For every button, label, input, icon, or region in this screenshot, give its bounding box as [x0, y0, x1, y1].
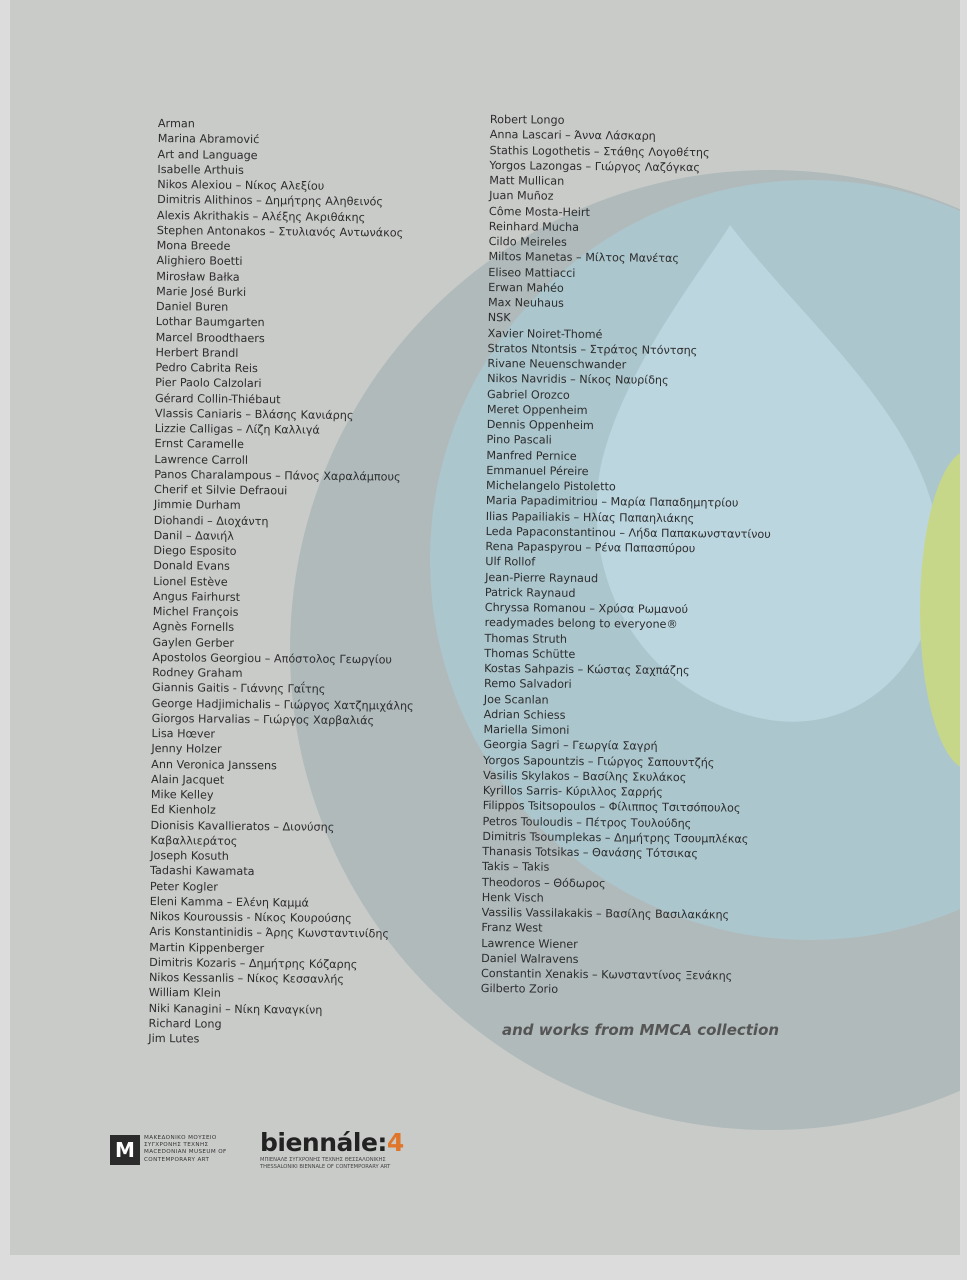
artist-name: Niki Kanagini – Νίκη Καναγκίνη: [148, 1001, 323, 1017]
mmca-line-1: ΜΑΚΕΔΟΝΙΚΟ ΜΟΥΣΕΙΟ: [144, 1135, 217, 1141]
artist-name: Xavier Noiret-Thomé: [487, 326, 603, 341]
artist-name: Danil – Δανιήλ: [153, 528, 234, 543]
artist-name: Martin Kippenberger: [149, 940, 265, 955]
artist-name: George Hadjimichalis – Γιώργος Χατζημιχάλης: [151, 696, 414, 713]
artist-name: William Klein: [148, 986, 221, 1000]
artist-list-right: [481, 112, 775, 999]
artist-name: Maria Papadimitriou – Μαρία Παπαδημητρίου: [485, 494, 739, 510]
artist-name: Stratos Ntontsis – Στράτος Ντόντσης: [487, 341, 698, 357]
artist-name: Takis – Takis: [482, 860, 550, 874]
artist-name: Eleni Kamma – Ελένη Καμμά: [149, 894, 309, 910]
artist-name: Thomas Schütte: [484, 646, 576, 661]
artist-name: Ulf Rollof: [485, 555, 536, 569]
artist-name: Agnès Fornells: [152, 620, 235, 635]
biennale-wordmark: [260, 1129, 404, 1157]
artist-name: Isabelle Arthuis: [157, 162, 244, 177]
artist-name: Max Neuhaus: [487, 295, 564, 310]
artist-name: Mike Kelley: [150, 787, 214, 802]
artist-name: Diego Esposito: [153, 543, 237, 558]
artist-name: Kostas Sahpazis – Κώστας Σαχπάζης: [484, 661, 690, 678]
artist-name: Καβαλλιεράτος: [150, 833, 238, 848]
artist-name: Pier Paolo Calzolari: [155, 376, 262, 391]
artist-name: Donald Evans: [153, 559, 230, 574]
collection-note: and works from MMCA collection: [502, 1021, 780, 1039]
artist-name: Gilberto Zorio: [480, 982, 559, 997]
artist-list-left: [148, 116, 420, 1049]
artist-name: Peter Kogler: [149, 879, 218, 894]
artist-name: Richard Long: [148, 1016, 222, 1031]
mmca-line-3: MACEDONIAN MUSEUM OF: [144, 1149, 227, 1156]
artist-name: Nikos Kouroussis - Νίκος Κουρούσης: [149, 909, 352, 926]
biennale-word: biennále:: [260, 1128, 387, 1157]
artist-name: Alighiero Boetti: [156, 254, 243, 269]
artist-name: Eliseo Mattiacci: [488, 265, 576, 280]
artist-name: Erwan Mahéo: [488, 280, 564, 295]
artist-name: Ernst Caramelle: [154, 437, 244, 452]
artist-name: Cherif et Silvie Defraoui: [154, 482, 288, 498]
artist-name: Ilias Papailiakis – Ηλίας Παπαηλιάκης: [485, 509, 695, 525]
artist-name: Lawrence Carroll: [154, 452, 249, 467]
artist-name: Reinhard Mucha: [488, 219, 580, 234]
artist-name: Marie José Burki: [156, 284, 247, 299]
artist-name: Dennis Oppenheim: [486, 417, 594, 433]
artist-name: Nikos Kessanlis – Νίκος Κεσσανλής: [148, 970, 345, 986]
artist-name: Jenny Holzer: [151, 742, 222, 756]
artist-name: Georgia Sagri – Γεωργία Σαγρή: [483, 738, 658, 754]
artist-name: Henk Visch: [481, 890, 544, 905]
artist-name: Vlassis Caniaris – Βλάσης Κανιάρης: [154, 406, 354, 422]
artist-name: Marina Abramović: [157, 132, 260, 147]
artist-name: Cildo Meireles: [488, 234, 567, 249]
mmca-logo: [110, 1132, 250, 1172]
artist-name: Dimitris Tsoumplekas – Δημήτρης Τσουμπλέκας: [482, 829, 749, 846]
artist-name: Marcel Broodthaers: [155, 330, 265, 345]
artist-name: Nikos Navridis – Νίκος Ναυρίδης: [487, 372, 669, 388]
artist-name: Mirosław Bałka: [156, 269, 240, 284]
artist-name: Michelangelo Pistoletto: [486, 478, 616, 494]
artist-name: Ann Veronica Janssens: [151, 757, 278, 772]
artist-name: Constantin Xenakis – Κωνσταντίνος Ξενάκης: [480, 966, 733, 983]
artist-name: Leda Papaconstantinou – Λήδα Παπακωνσταντίνου: [485, 524, 771, 541]
artist-name: Mariella Simoni: [483, 722, 570, 737]
artist-name: Dimitris Alithinos – Δημήτρης Αληθεινός: [157, 193, 384, 209]
artist-name: Lizzie Calligas – Λίζη Καλλιγά: [154, 421, 320, 437]
artist-name: Herbert Brandl: [155, 345, 239, 360]
artist-name: Nikos Alexiou – Νίκος Αλεξίου: [157, 177, 325, 193]
artist-name: Meret Oppenheim: [486, 402, 588, 417]
artist-name: readymades belong to everyone®: [484, 616, 678, 632]
artist-name: Alexis Akrithakis – Αλέξης Ακριθάκης: [156, 208, 366, 224]
catalogue-page: [10, 0, 960, 1255]
artist-name: Joseph Kosuth: [150, 848, 229, 863]
artist-name: Vassilis Vassilakakis – Βασίλης Βασιλακάκης: [481, 905, 730, 922]
artist-name: Pedro Cabrita Reis: [155, 360, 258, 376]
artist-name: Diohandi – Διοχάντη: [153, 513, 269, 528]
artist-name: NSK: [487, 311, 511, 325]
artist-name: Joe Scanlan: [483, 692, 549, 707]
artist-name: Lionel Estève: [153, 574, 228, 589]
artist-name: Jim Lutes: [148, 1031, 200, 1046]
artist-name: Matt Mullican: [489, 173, 565, 188]
mmca-line-4: CONTEMPORARY ART: [144, 1156, 210, 1163]
artist-name: Giannis Gaitis - Γιάννης Γαΐτης: [151, 681, 326, 697]
artist-name: Giorgos Harvalias – Γιώργος Χαρβαλιάς: [151, 711, 375, 728]
artist-name: Anna Lascari – Άννα Λάσκαρη: [489, 128, 656, 143]
artist-name: Filippos Tsitsopoulos – Φίλιππος Τσιτσόπουλος: [482, 799, 741, 815]
artist-name: Thanasis Totsikas – Θανάσης Τότσικας: [482, 844, 699, 861]
artist-name: Stephen Antonakos – Στυλιανός Αντωνάκος: [156, 223, 404, 240]
artist-name: Juan Muñoz: [489, 189, 554, 203]
artist-name: Dimitris Kozaris – Δημήτρης Κόζαρης: [149, 955, 358, 971]
artist-name: Panos Charalampous – Πάνος Χαραλάμπους: [154, 467, 401, 484]
artist-name: Lisa Hœver: [151, 726, 216, 741]
artist-name: Alain Jacquet: [150, 772, 225, 787]
artist-name: Vasilis Skylakos – Βασίλης Σκυλάκος: [482, 768, 687, 784]
artist-name: Côme Mosta-Heirt: [488, 204, 591, 219]
artist-name: Gérard Collin-Thiébaut: [154, 391, 281, 406]
artist-name: Patrick Raynaud: [484, 585, 576, 600]
artist-name: Stathis Logothetis – Στάθης Λογοθέτης: [489, 143, 710, 159]
artist-name: Petros Touloudis – Πέτρος Τουλούδης: [482, 814, 692, 830]
artist-name: Adrian Schiess: [483, 707, 566, 722]
artist-name: Manfred Pernice: [486, 448, 577, 463]
artist-name: Miltos Manetas – Μίλτος Μανέτας: [488, 250, 680, 266]
artist-name: Gaylen Gerber: [152, 635, 235, 650]
artist-name: Angus Fairhurst: [152, 589, 241, 604]
artist-name: Yorgos Lazongas – Γιώργος Λαζόγκας: [489, 158, 701, 174]
artist-name: Lothar Baumgarten: [155, 315, 265, 330]
artist-name: Robert Longo: [489, 112, 565, 127]
mmca-line-2: ΣΥΓΧΡΟΝΗΣ ΤΕΧΝΗΣ: [144, 1142, 209, 1149]
artist-name: Rena Papaspyrou – Ρένα Παπασπύρου: [485, 539, 696, 556]
artist-name: Daniel Walravens: [481, 951, 579, 966]
artist-name: Rivane Neuenschwander: [487, 356, 627, 372]
artist-name: Apostolos Georgiou – Απόστολος Γεωργίου: [152, 650, 393, 667]
biennale-number: 4: [386, 1128, 404, 1157]
artist-name: Arman: [157, 116, 195, 131]
artist-name: Remo Salvadori: [483, 677, 572, 692]
artist-name: Mona Breede: [156, 238, 231, 253]
artist-name: Lawrence Wiener: [481, 936, 578, 951]
artist-name: Chryssa Romanou – Χρύσα Ρωμανού: [484, 600, 689, 617]
artist-name: Tadashi Kawamata: [150, 864, 255, 879]
artist-name: Art and Language: [157, 147, 258, 162]
artist-name: Jimmie Durham: [153, 498, 241, 513]
artist-name: Michel François: [152, 604, 239, 619]
artist-name: Gabriel Orozco: [486, 387, 570, 402]
biennale-subtitle-en: THESSALONIKI BIENNALE OF CONTEMPORARY ART: [260, 1163, 391, 1170]
artist-name: Kyrillos Sarris- Κύριλλος Σαρρής: [482, 783, 663, 799]
artist-name: Franz West: [481, 921, 543, 935]
artist-name: Pino Pascali: [486, 433, 552, 447]
mmca-name: [144, 1135, 254, 1164]
mmca-mark-icon: M: [110, 1135, 140, 1165]
biennale-subtitle-gr: ΜΠΙΕΝΑΛΕ ΣΥΓΧΡΟΝΗΣ ΤΕΧΝΗΣ ΘΕΣΣΑΛΟΝΙΚΗΣ: [260, 1157, 386, 1163]
artist-name: Daniel Buren: [155, 299, 229, 314]
artist-name: Emmanuel Péreire: [486, 463, 589, 478]
artist-name: Ed Kienholz: [150, 803, 216, 817]
biennale-logo: [260, 1129, 404, 1170]
artist-name: Yorgos Sapountzis – Γιώργος Σαπουντζής: [483, 753, 715, 769]
artist-name: Theodoros – Θόδωρος: [481, 875, 606, 890]
artist-name: Aris Konstantinidis – Άρης Κωνσταντινίδης: [149, 925, 390, 941]
artist-name: Rodney Graham: [152, 665, 243, 680]
artist-name: Jean-Pierre Raynaud: [485, 570, 599, 585]
artist-name: Dionisis Kavallieratos – Διονύσης: [150, 818, 335, 834]
artist-name: Thomas Struth: [484, 631, 568, 646]
